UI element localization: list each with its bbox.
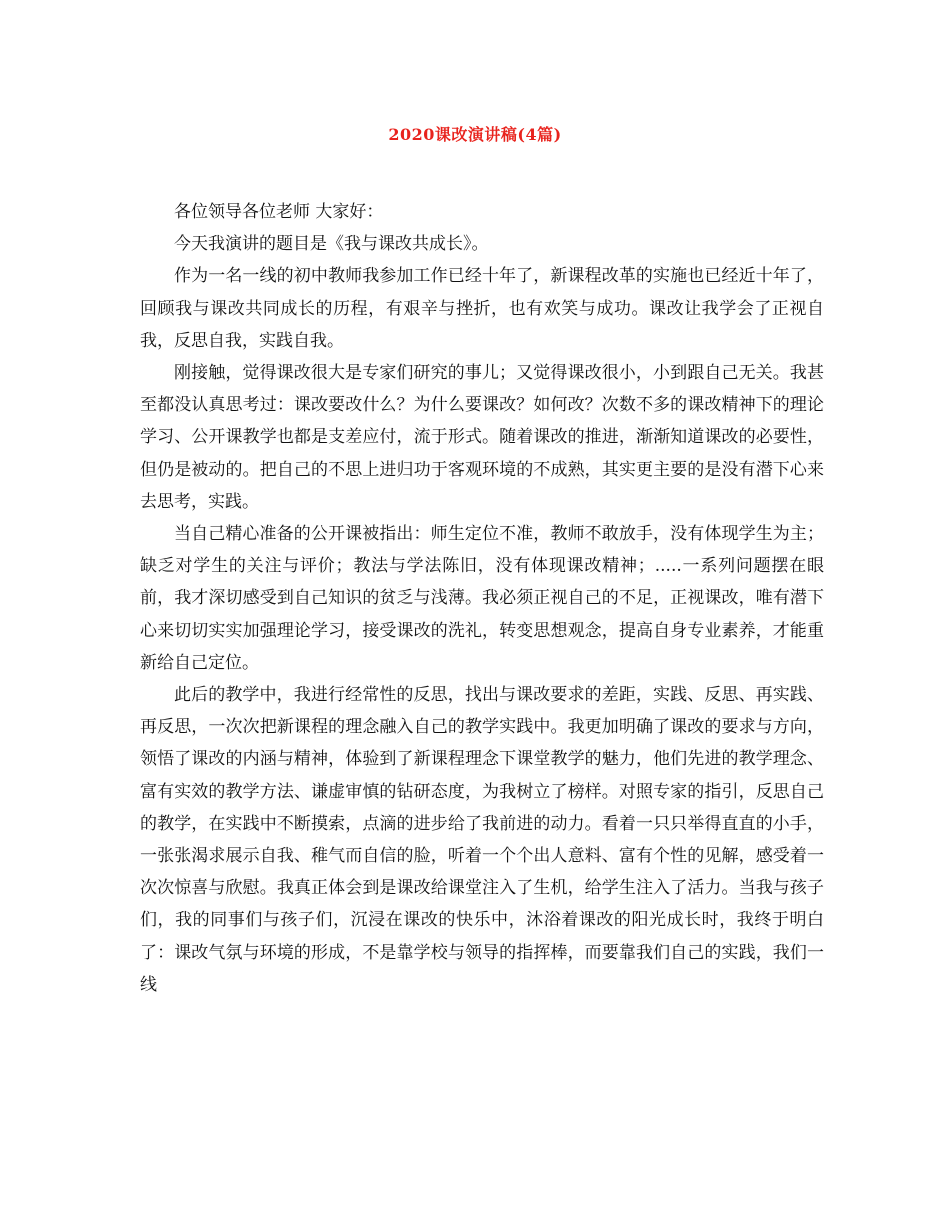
paragraph-topic: 今天我演讲的题目是《我与课改共成长》。 xyxy=(174,234,489,255)
document-body xyxy=(140,196,824,1001)
paragraph-open-class-feedback: 当自己精心准备的公开课被指出：师生定位不准，教师不敢放手，没有体现学生为主；缺乏对学生的关注与评价；教法与学法陈旧，没有体现课改精神；.....一系列问题摆在眼前，我才深切感受到自己知识的贫乏与浅薄。我必须正视自己的不足，正视课改，唯有潜下心来切切实实加强理论学习，接受课改的洗礼，转变思想观念，提高自身专业素养，才能重新给自己定位。 xyxy=(140,524,824,673)
page-title: 2020课改演讲稿(4篇) xyxy=(388,125,562,144)
paragraph-greeting: 各位领导各位老师 大家好： xyxy=(174,202,384,222)
paragraph-intro: 作为一名一线的初中教师我参加工作已经十年了，新课程改革的实施也已经近十年了，回顾我与课改共同成长的历程，有艰辛与挫折，也有欢笑与成功。课改让我学会了正视自我，反思自我，实践自我。 xyxy=(140,266,824,351)
paragraph-reflection-growth: 此后的教学中，我进行经常性的反思，找出与课改要求的差距，实践、反思、再实践、再反思，一次次把新课程的理念融入自己的教学实践中。我更加明确了课改的要求与方向，领悟了课改的内涵与精神，体验到了新课程理念下课堂教学的魅力，他们先进的教学理念、富有实效的教学方法、谦虚审慎的钻研态度，为我树立了榜样。对照专家的指引，反思自己的教学，在实践中不断摸索，点滴的进步给了我前进的动力。看着一只只举得直直的小手，一张张渴求展示自我、稚气而自信的脸，听着一个个出人意料、富有个性的见解，感受着一次次惊喜与欣慰。我真正体会到是课改给课堂注入了生机，给学生注入了活力。当我与孩子们，我的同事们与孩子们，沉浸在课改的快乐中，沐浴着课改的阳光成长时，我终于明白了：课改气氛与环境的形成，不是靠学校与领导的指挥棒，而要靠我们自己的实践，我们一线 xyxy=(140,685,824,995)
paragraph-early-understanding: 刚接触，觉得课改很大是专家们研究的事儿；又觉得课改很小，小到跟自己无关。我甚至都没认真思考过：课改要改什么？为什么要课改？如何改？次数不多的课改精神下的理论学习、公开课教学也都是支差应付，流于形式。随着课改的推进，渐渐知道课改的必要性，但仍是被动的。把自己的不思上进归功于客观环境的不成熟，其实更主要的是没有潜下心来去思考，实践。 xyxy=(140,363,824,512)
